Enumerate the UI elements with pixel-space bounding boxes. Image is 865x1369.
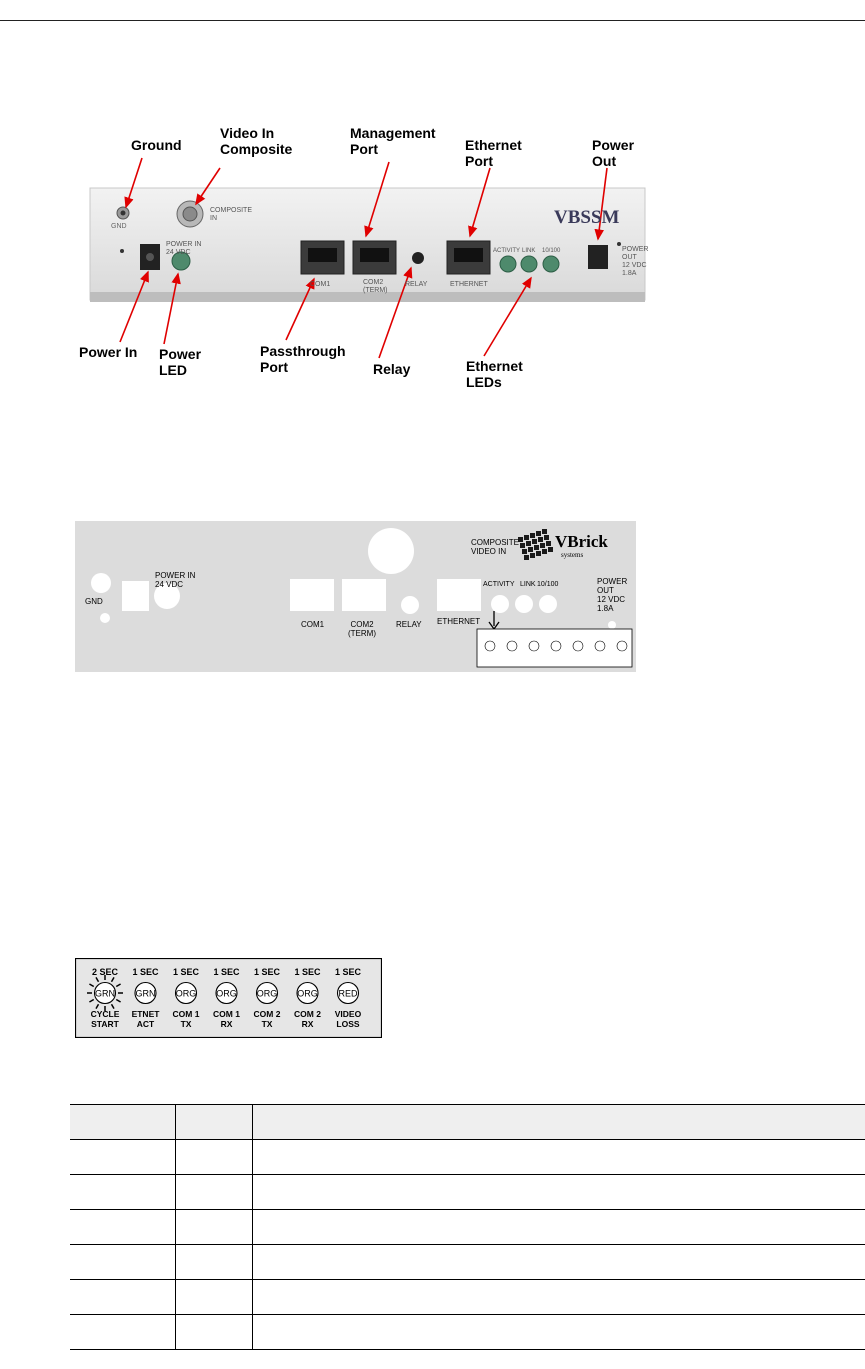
table-cell: [175, 1245, 252, 1280]
panel-brand: VBrick: [555, 532, 608, 551]
led-timing-label: 1 SEC: [334, 967, 362, 977]
table-row: [70, 1175, 865, 1210]
device-print-gnd: GND: [111, 223, 127, 230]
led-timing-label: 1 SEC: [172, 967, 200, 977]
device-print-power-in: POWER IN 24 VDC: [166, 241, 202, 256]
table-row: [70, 1140, 865, 1175]
panel-com2-label: COM2 (TERM): [348, 620, 376, 638]
led-name-label: RX: [301, 1019, 314, 1029]
panel-gnd-label: GND: [85, 597, 103, 606]
table-cell: [70, 1280, 175, 1315]
led-color-label: ORG: [175, 988, 197, 999]
led-color-label: GRN: [95, 988, 115, 999]
label-power-in: Power In: [79, 344, 138, 360]
table-cell: [70, 1140, 175, 1175]
device-print-com1: COM1: [310, 281, 331, 288]
led-timing-label: 1 SEC: [253, 967, 281, 977]
led-name-label: COM 2: [253, 1009, 281, 1019]
device-print-activity: ACTIVITY: [493, 248, 521, 254]
panel-speed-label: 10/100: [537, 581, 559, 588]
panel-activity-label: ACTIVITY: [483, 581, 515, 588]
front-panel-svg: [75, 521, 636, 672]
device-print-composite: COMPOSITE IN: [210, 207, 253, 222]
device-print-ethernet: ETHERNET: [450, 281, 488, 288]
panel-power-in-label: POWER IN 24 VDC: [155, 571, 196, 589]
led-timing-label: 2 SEC: [91, 967, 119, 977]
led-name-label: ETNET: [131, 1009, 160, 1019]
table-cell: [175, 1140, 252, 1175]
panel-com1-label: COM1: [301, 620, 325, 629]
table-cell: [70, 1210, 175, 1245]
table-cell: [175, 1175, 252, 1210]
table-cell: [175, 1280, 252, 1315]
panel-link-label: LINK: [520, 581, 536, 588]
table-header-cell: [175, 1105, 252, 1140]
led-name-label: VIDEO: [334, 1009, 362, 1019]
panel-ethernet-label: ETHERNET: [437, 617, 481, 626]
table-cell: [70, 1245, 175, 1280]
label-ethernet-leds: Ethernet LEDs: [466, 358, 523, 390]
table-cell: [175, 1210, 252, 1245]
table-row: [70, 1280, 865, 1315]
table-cell: [252, 1245, 865, 1280]
led-name-label: TX: [261, 1019, 273, 1029]
device-print-power-out: POWER OUT 12 VDC 1.8A: [622, 246, 649, 277]
table-header-cell: [252, 1105, 865, 1140]
label-ethernet-port: Ethernet Port: [465, 137, 522, 169]
table-cell: [252, 1140, 865, 1175]
label-video-in: Video In Composite: [220, 125, 293, 157]
label-power-out: Power Out: [592, 137, 635, 169]
table-cell: [70, 1175, 175, 1210]
led-legend-svg: [75, 958, 382, 1038]
table-header-cell: [70, 1105, 175, 1140]
led-name-label: ACT: [136, 1019, 155, 1029]
panel-brand-sub: systems: [561, 551, 584, 559]
led-color-label: ORG: [297, 988, 318, 999]
label-power-led: Power LED: [159, 346, 202, 378]
led-color-label: ORG: [256, 988, 278, 999]
device-print-speed: 10/100: [542, 248, 561, 254]
led-name-label: START: [91, 1019, 119, 1029]
panel-relay-label: RELAY: [396, 620, 422, 629]
label-management-port: Management Port: [350, 125, 436, 157]
led-timing-label: 1 SEC: [213, 967, 240, 977]
led-color-label: GRN: [135, 988, 156, 999]
header-rule: [0, 20, 865, 21]
led-timing-label: 1 SEC: [294, 967, 321, 977]
table-row: [70, 1210, 865, 1245]
table-cell: [252, 1175, 865, 1210]
led-legend-strip: [75, 958, 382, 1038]
table-cell: [70, 1315, 175, 1350]
device-print-com2: COM2 (TERM): [363, 279, 388, 294]
front-panel-drawing: [75, 521, 636, 672]
led-name-label: TX: [180, 1019, 192, 1029]
led-color-label: RED: [338, 988, 358, 999]
led-status-table: [70, 1104, 865, 1350]
table-cell: [252, 1280, 865, 1315]
led-name-label: COM 2: [294, 1009, 321, 1019]
device-brand: VBSSM: [554, 207, 620, 228]
device-photo: [72, 108, 664, 405]
led-name-label: RX: [220, 1019, 233, 1029]
led-name-label: COM 1: [172, 1009, 200, 1019]
led-name-label: LOSS: [336, 1019, 360, 1029]
table-row: [70, 1315, 865, 1350]
table-row: [70, 1245, 865, 1280]
led-name-label: CYCLE: [90, 1009, 120, 1019]
device-print-relay: RELAY: [405, 281, 428, 288]
panel-composite-label: COMPOSITE VIDEO IN: [471, 538, 520, 556]
table-cell: [252, 1210, 865, 1245]
led-timing-label: 1 SEC: [132, 967, 159, 977]
label-ground: Ground: [131, 137, 182, 153]
led-color-label: ORG: [216, 988, 237, 999]
table-cell: [175, 1315, 252, 1350]
table-cell: [252, 1315, 865, 1350]
panel-power-out-label: POWER OUT 12 VDC 1.8A: [597, 577, 628, 613]
device-print-link: LINK: [522, 248, 536, 254]
table-header-row: [70, 1105, 865, 1140]
label-passthrough-port: Passthrough Port: [260, 343, 346, 375]
label-relay: Relay: [373, 361, 411, 377]
led-name-label: COM 1: [213, 1009, 240, 1019]
